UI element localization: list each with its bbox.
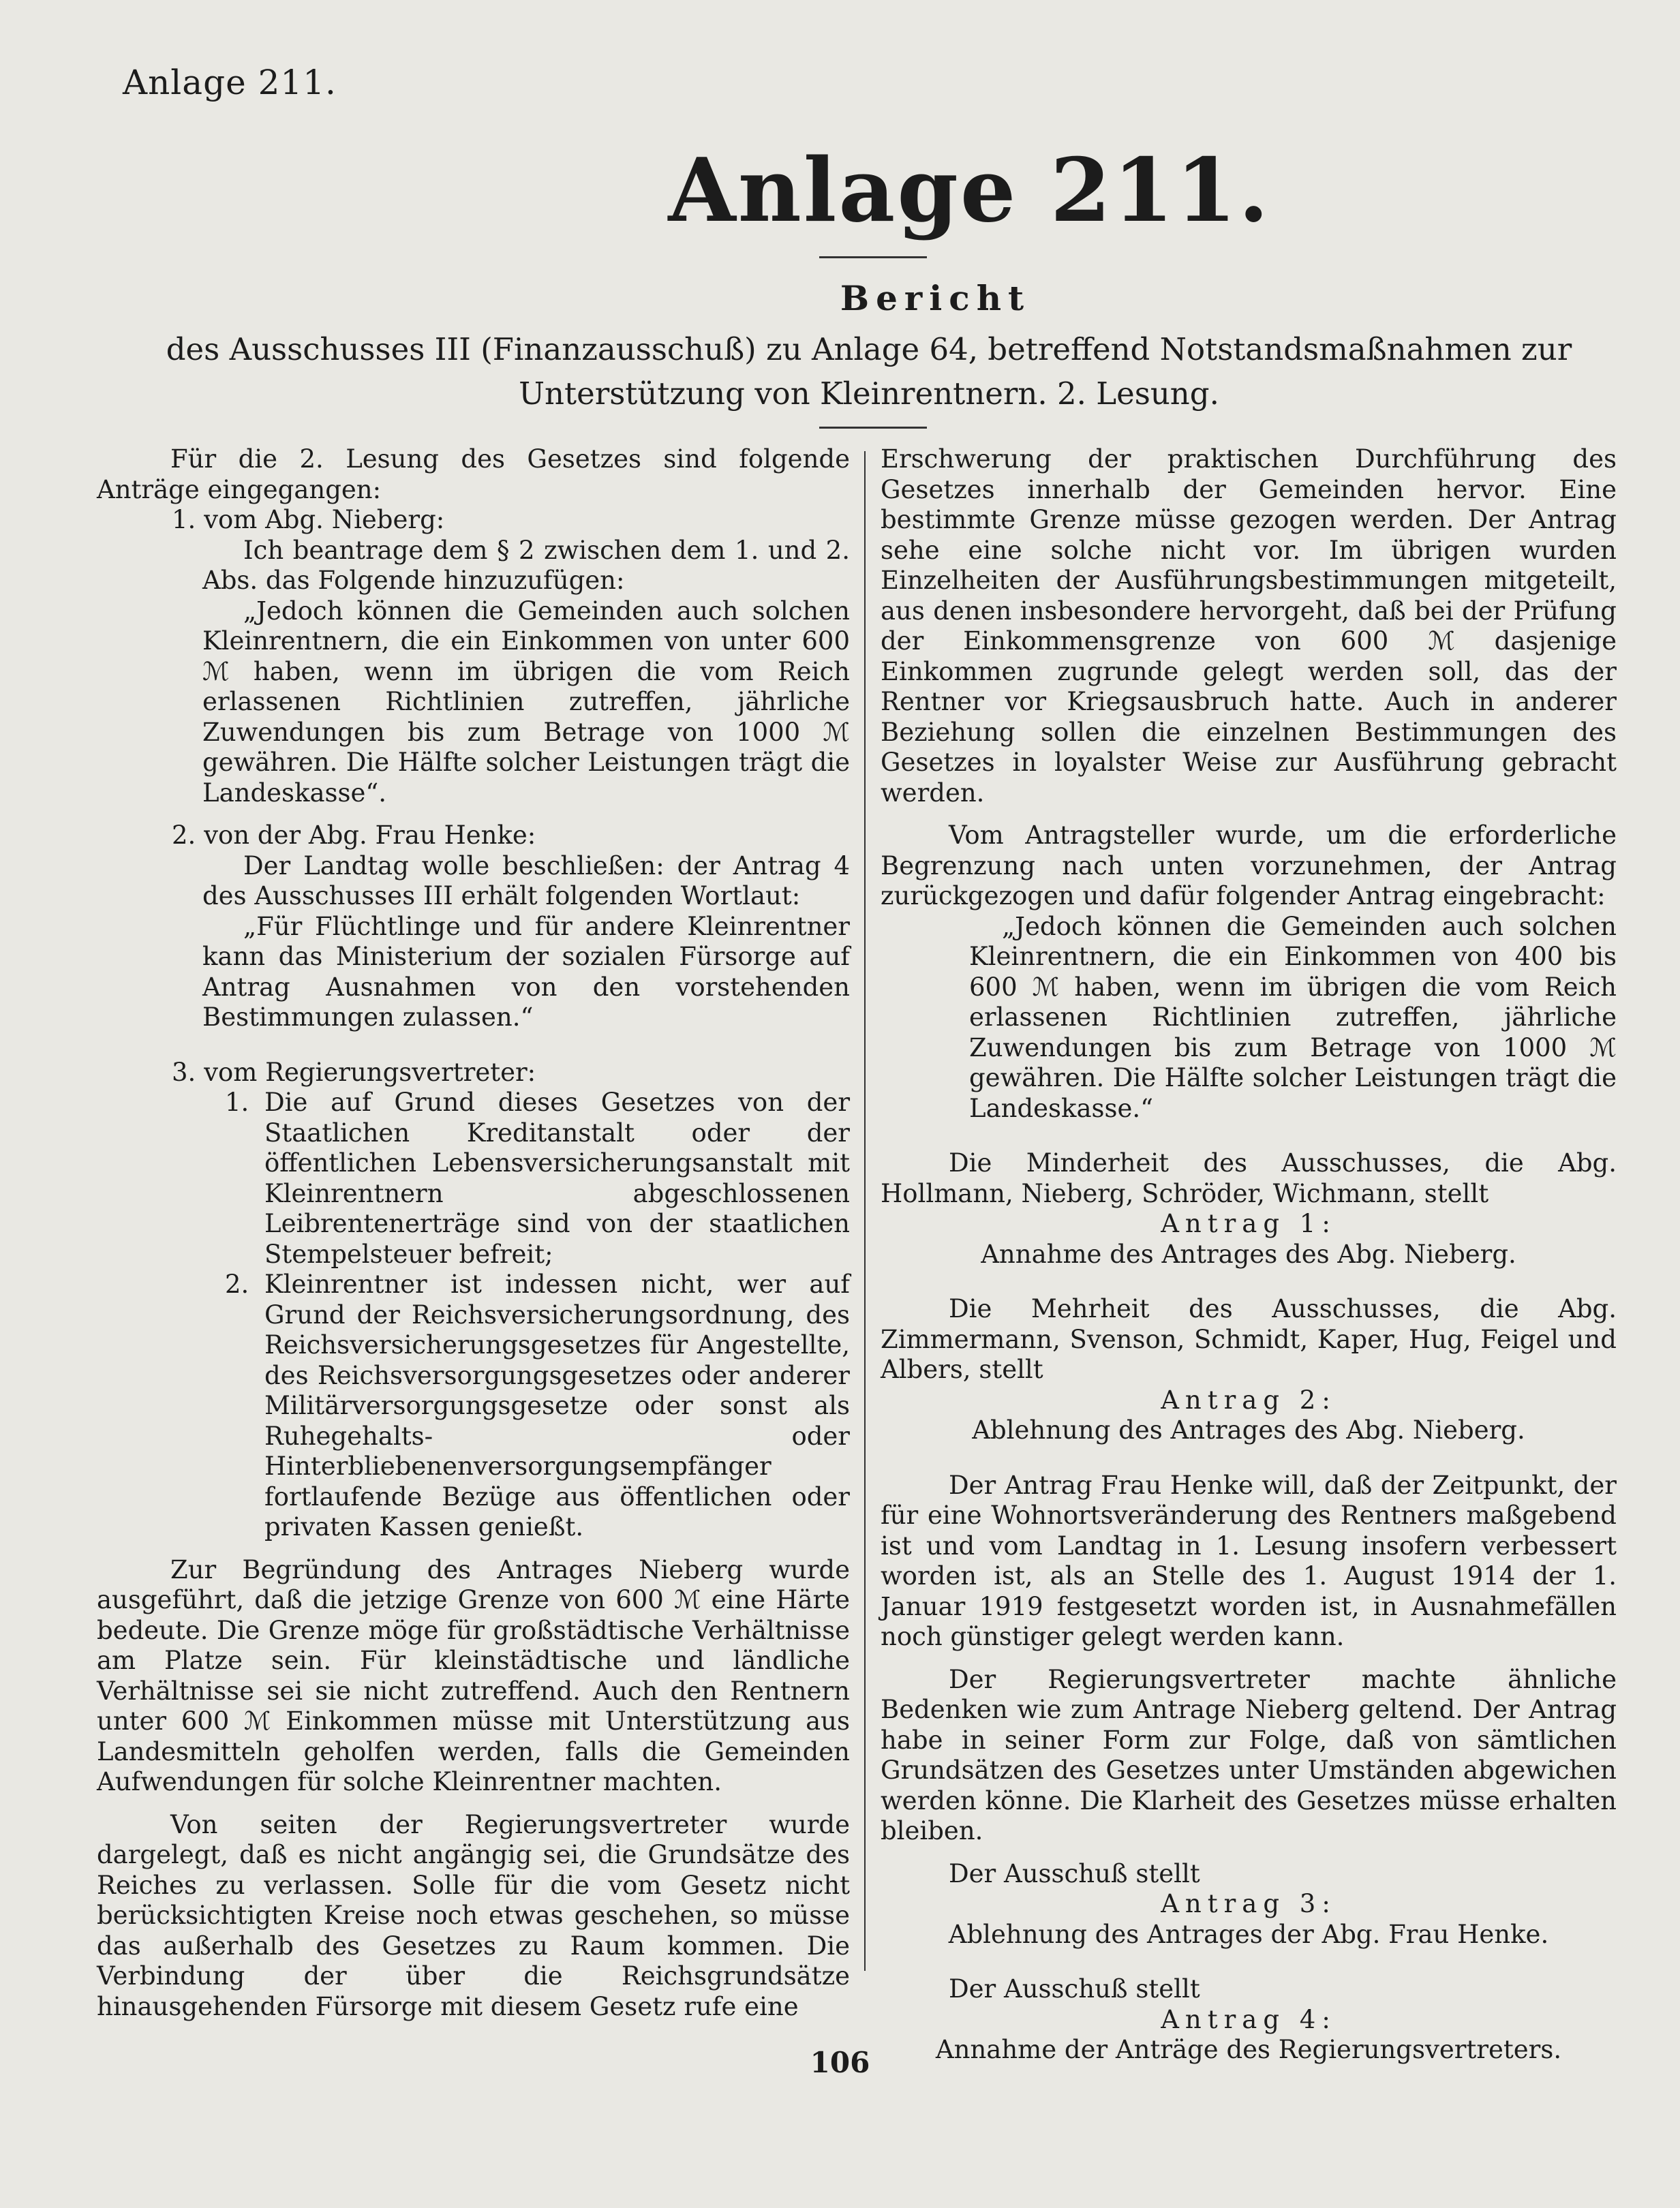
antrag-2-text: Ablehnung des Antrages des Abg. Nieberg.: [972, 1415, 1525, 1445]
main-title: Anlage 211.: [668, 140, 1271, 242]
right-column: [881, 444, 1617, 2066]
continuation-paragraph: Erschwerung der praktischen Durchführung des Gesetzes innerhalb der Gemeinden hervor. Eine bestimmte Grenze müsse gezogen werden. Der Antrag sehe eine solche nicht vor. Im übrigen wurden Einzelheiten der Ausführungsbestimmungen mitgeteilt, aus denen insbesondere hervorgeht, daß bei der Prüfung der Einkommensgrenze von 600 ℳ dasjenige Einkommen zugrunde gelegt werden soll, das der Rentner vor Kriegsausbruch hatte. Auch in anderer Beziehung sollen die einzelnen Bestimmungen des Gesetzes in loyalster Weise zur Ausführung gebracht werden.: [881, 444, 1617, 808]
motion-1-heading: 1. vom Abg. Nieberg:: [172, 505, 445, 534]
majority-statement: Die Mehrheit des Ausschusses, die Abg. Zimmermann, Svenson, Schmidt, Kaper, Hug, Feigel und Albers, stellt: [881, 1294, 1617, 1384]
government-concerns-paragraph: Der Regierungsvertreter machte ähnliche Bedenken wie zum Antrage Nieberg geltend. Der Antrag habe in seiner Form zur Folge, daß von sämtlichen Grundsätzen des Gesetzes unter Umständen abgewichen werden könne. Die Klarheit des Gesetzes müsse erhalten bleiben.: [881, 1664, 1617, 1845]
new-motion-quote: „Jedoch können die Gemeinden auch solchen Kleinrentnern, die ein Einkommen von 400 bis 600 ℳ haben, wenn im übrigen die vom Reich erlassenen Richtlinien zutreffen, jährliche Zuwendungen bis zum Betrage von 1000 ℳ gewähren. Die Hälfte solcher Leistungen trägt die Landeskasse.“: [969, 911, 1617, 1123]
antrag-2-label: Antrag 2:: [1161, 1385, 1337, 1415]
antrag-3-label: Antrag 3:: [1161, 1889, 1337, 1918]
motion-2-heading: 2. von der Abg. Frau Henke:: [172, 821, 536, 850]
justification-paragraph: Zur Begründung des Antrages Nieberg wurde ausgeführt, daß die jetzige Grenze von 600 ℳ eine Härte bedeute. Die Grenze möge für großstädtische Verhältnisse am Platze sein. Für kleinstädtische und ländliche Verhältnisse sei sie nicht zutreffend. Auch den Rentnern unter 600 ℳ Einkommen müsse mit Unterstützung aus Landesmitteln geholfen werden, falls die Gemeinden Aufwendungen für solche Kleinrentner machten.: [97, 1554, 850, 1796]
antrag-4-text: Annahme der Anträge des Regierungsvertreters.: [935, 2035, 1562, 2064]
new-motion-block: [881, 912, 1617, 1124]
motion-1-block: [97, 536, 850, 809]
title-rule: [819, 256, 927, 258]
government-response-paragraph: Von seiten der Regierungsvertreter wurde dargelegt, daß es nicht angängig sei, die Grundsätze des Reiches zu verlassen. Solle für die vom Gesetz nicht berücksichtigten Kreise noch etwas geschehen, so müsse das außerhalb des Gesetzes zu Raum kommen. Die Verbindung der über die Reichsgrundsätze hinausgehenden Fürsorge mit diesem Gesetz rufe eine: [97, 1809, 850, 2021]
motion-3-heading: 3. vom Regierungsvertreter:: [172, 1057, 536, 1087]
report-title: des Ausschusses III (Finanzausschuß) zu Anlage 64, betreffend Notstandsmaßnahmen zur Unterstützung von Kleinrentnern. 2. Lesung.: [166, 331, 1572, 412]
antrag-1-text: Annahme des Antrages des Abg. Nieberg.: [981, 1239, 1516, 1269]
antrag-3-text: Ablehnung des Antrages der Abg. Frau Henke.: [948, 1919, 1549, 1949]
motion-2-quote: „Für Flüchtlinge und für andere Kleinrentner kann das Ministerium der sozialen Fürsorge auf Antrag Ausnahmen von den vorstehenden Bestimmungen zulassen.“: [202, 911, 850, 1032]
antrag-1-label: Antrag 1:: [1161, 1209, 1337, 1238]
column-divider: [864, 451, 866, 1971]
minority-statement: Die Minderheit des Ausschusses, die Abg. Hollmann, Nieberg, Schröder, Wichmann, stellt: [881, 1148, 1617, 1208]
left-column: [97, 444, 850, 2022]
motion-2-block: [97, 851, 850, 1033]
report-heading: Bericht: [840, 278, 1031, 318]
committee-statement-2: Der Ausschuß stellt: [949, 1974, 1200, 2004]
motion-1-text: Ich beantrage dem § 2 zwischen dem 1. und 2. Abs. das Folgende hinzuzufügen:: [202, 535, 850, 595]
withdrawal-paragraph: Vom Antragsteller wurde, um die erforderliche Begrenzung nach unten vorzunehmen, der Antrag zurückgezogen und dafür folgender Antrag eingebracht:: [881, 821, 1617, 910]
motion-3-block: [97, 1088, 850, 1543]
heading-rule: [819, 427, 927, 429]
running-head: Anlage 211.: [123, 63, 337, 102]
antrag-4-label: Antrag 4:: [1161, 2004, 1337, 2034]
motion-3-subitem-2: 2. Kleinrentner ist indessen nicht, wer auf Grund der Reichsversicherungsordnung, des Reichsversicherungsgesetzes für Angestellte, des Reichsversorgungsgesetzes oder anderer Militärversorgungsgesetze oder sonst als Ruhegehalts- oder Hinterbliebenenversorgungsempfänger fortlaufende Bezüge aus öffentlichen oder privaten Kassen genießt.: [225, 1270, 850, 1542]
committee-statement-1: Der Ausschuß stellt: [949, 1858, 1200, 1888]
intro-paragraph: Für die 2. Lesung des Gesetzes sind folgende Anträge eingegangen:: [97, 444, 850, 504]
motion-2-text: Der Landtag wolle beschließen: der Antrag 4 des Ausschusses III erhält folgenden Wortlaut:: [202, 850, 850, 910]
page-number: 106: [810, 2046, 870, 2079]
henke-paragraph: Der Antrag Frau Henke will, daß der Zeitpunkt, der für eine Wohnortsveränderung des Rentners maßgebend ist und vom Landtag in 1. Lesung insofern verbessert worden ist, als an Stelle des 1. August 1914 der 1. Januar 1919 festgesetzt worden ist, in Ausnahmefällen noch günstiger gelegt werden kann.: [881, 1470, 1617, 1651]
motion-3-subitem-1: 1. Die auf Grund dieses Gesetzes von der Staatlichen Kreditanstalt oder der öffentlichen Lebensversicherungsanstalt mit Kleinrentnern abgeschlossenen Leibrentenerträge sind von der staatlichen Stempelsteuer befreit;: [225, 1088, 850, 1269]
motion-1-quote: „Jedoch können die Gemeinden auch solchen Kleinrentnern, die ein Einkommen von unter 600 ℳ haben, wenn im übrigen die vom Reich erlassenen Richtlinien zutreffen, jährliche Zuwendungen bis zum Betrage von 1000 ℳ gewähren. Die Hälfte solcher Leistungen trägt die Landeskasse“.: [202, 596, 850, 808]
